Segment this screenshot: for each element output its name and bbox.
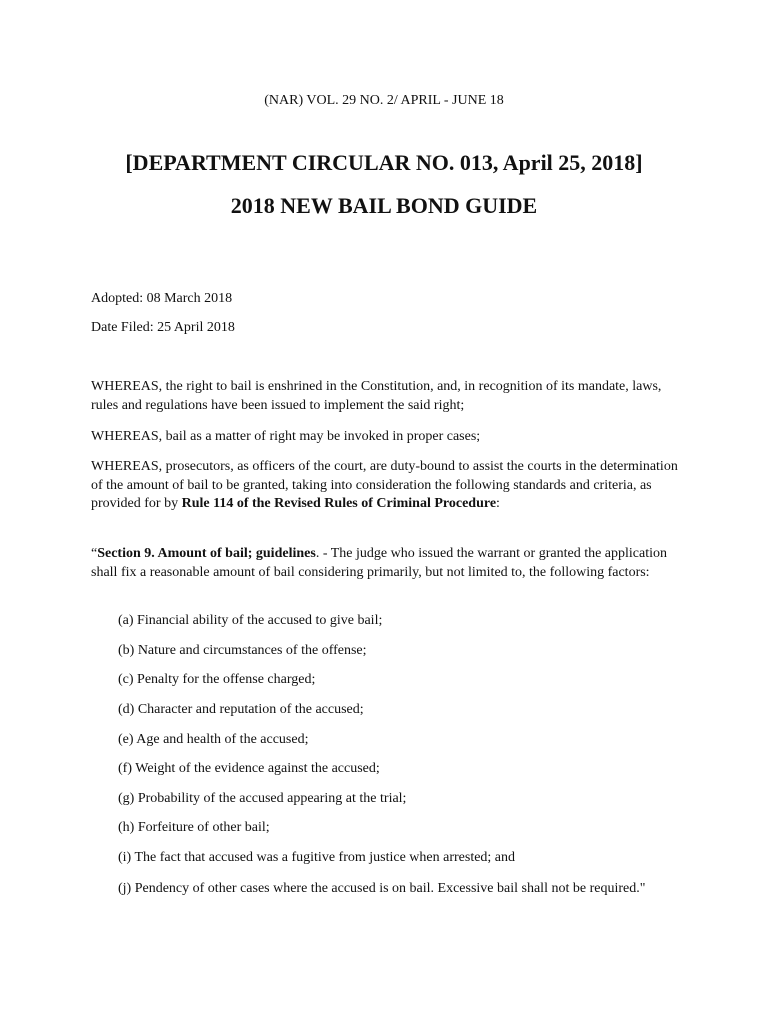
factor-item: (c) Penalty for the offense charged; <box>118 672 316 687</box>
whereas-clause-1: WHEREAS, the right to bail is enshrined in the Constitution, and, in recognition of its mandate, laws, rules and regulations have been issued to implement the said right; <box>91 379 662 413</box>
open-quote: “ <box>91 546 98 561</box>
whereas-clause-3-text: WHEREAS, prosecutors, as officers of the court, are duty-bound to assist the courts in the determination of the amount of bail to be granted, taking into consideration the following standards and criteria, as provided for by <box>91 459 678 511</box>
adopted-date: Adopted: 08 March 2018 <box>91 291 233 306</box>
journal-header: (NAR) VOL. 29 NO. 2/ APRIL - JUNE 18 <box>264 93 504 108</box>
factor-item: (g) Probability of the accused appearing at the trial; <box>118 791 407 806</box>
section-heading: Section 9. Amount of bail; guidelines <box>97 546 316 561</box>
whereas-clause-2: WHEREAS, bail as a matter of right may be invoked in proper cases; <box>91 429 481 444</box>
factor-item: (d) Character and reputation of the accused; <box>118 702 364 717</box>
section-text: . - The judge who issued the warrant or granted the application shall fix a reasonable amount of bail considering primarily, but not limited to, the following factors: <box>91 546 668 580</box>
factor-item: (i) The fact that accused was a fugitive from justice when arrested; and <box>118 850 516 865</box>
factor-item: (j) Pendency of other cases where the accused is on bail. Excessive bail shall not be required." <box>118 881 646 896</box>
whereas-clause-3 <box>91 458 681 514</box>
rule-reference: Rule 114 of the Revised Rules of Criminal Procedure <box>181 496 497 511</box>
factor-item: (f) Weight of the evidence against the accused; <box>118 761 380 776</box>
guide-title: 2018 NEW BAIL BOND GUIDE <box>230 193 538 218</box>
factor-item: (a) Financial ability of the accused to give bail; <box>118 613 383 628</box>
date-filed: Date Filed: 25 April 2018 <box>91 320 235 335</box>
factor-item: (h) Forfeiture of other bail; <box>118 820 270 835</box>
circular-title: [DEPARTMENT CIRCULAR NO. 013, April 25, 2018] <box>125 150 643 175</box>
factor-item: (b) Nature and circumstances of the offense; <box>118 643 367 658</box>
factor-item: (e) Age and health of the accused; <box>118 732 309 747</box>
section-9-paragraph <box>91 545 681 582</box>
whereas-clause-3-end: : <box>496 496 500 511</box>
